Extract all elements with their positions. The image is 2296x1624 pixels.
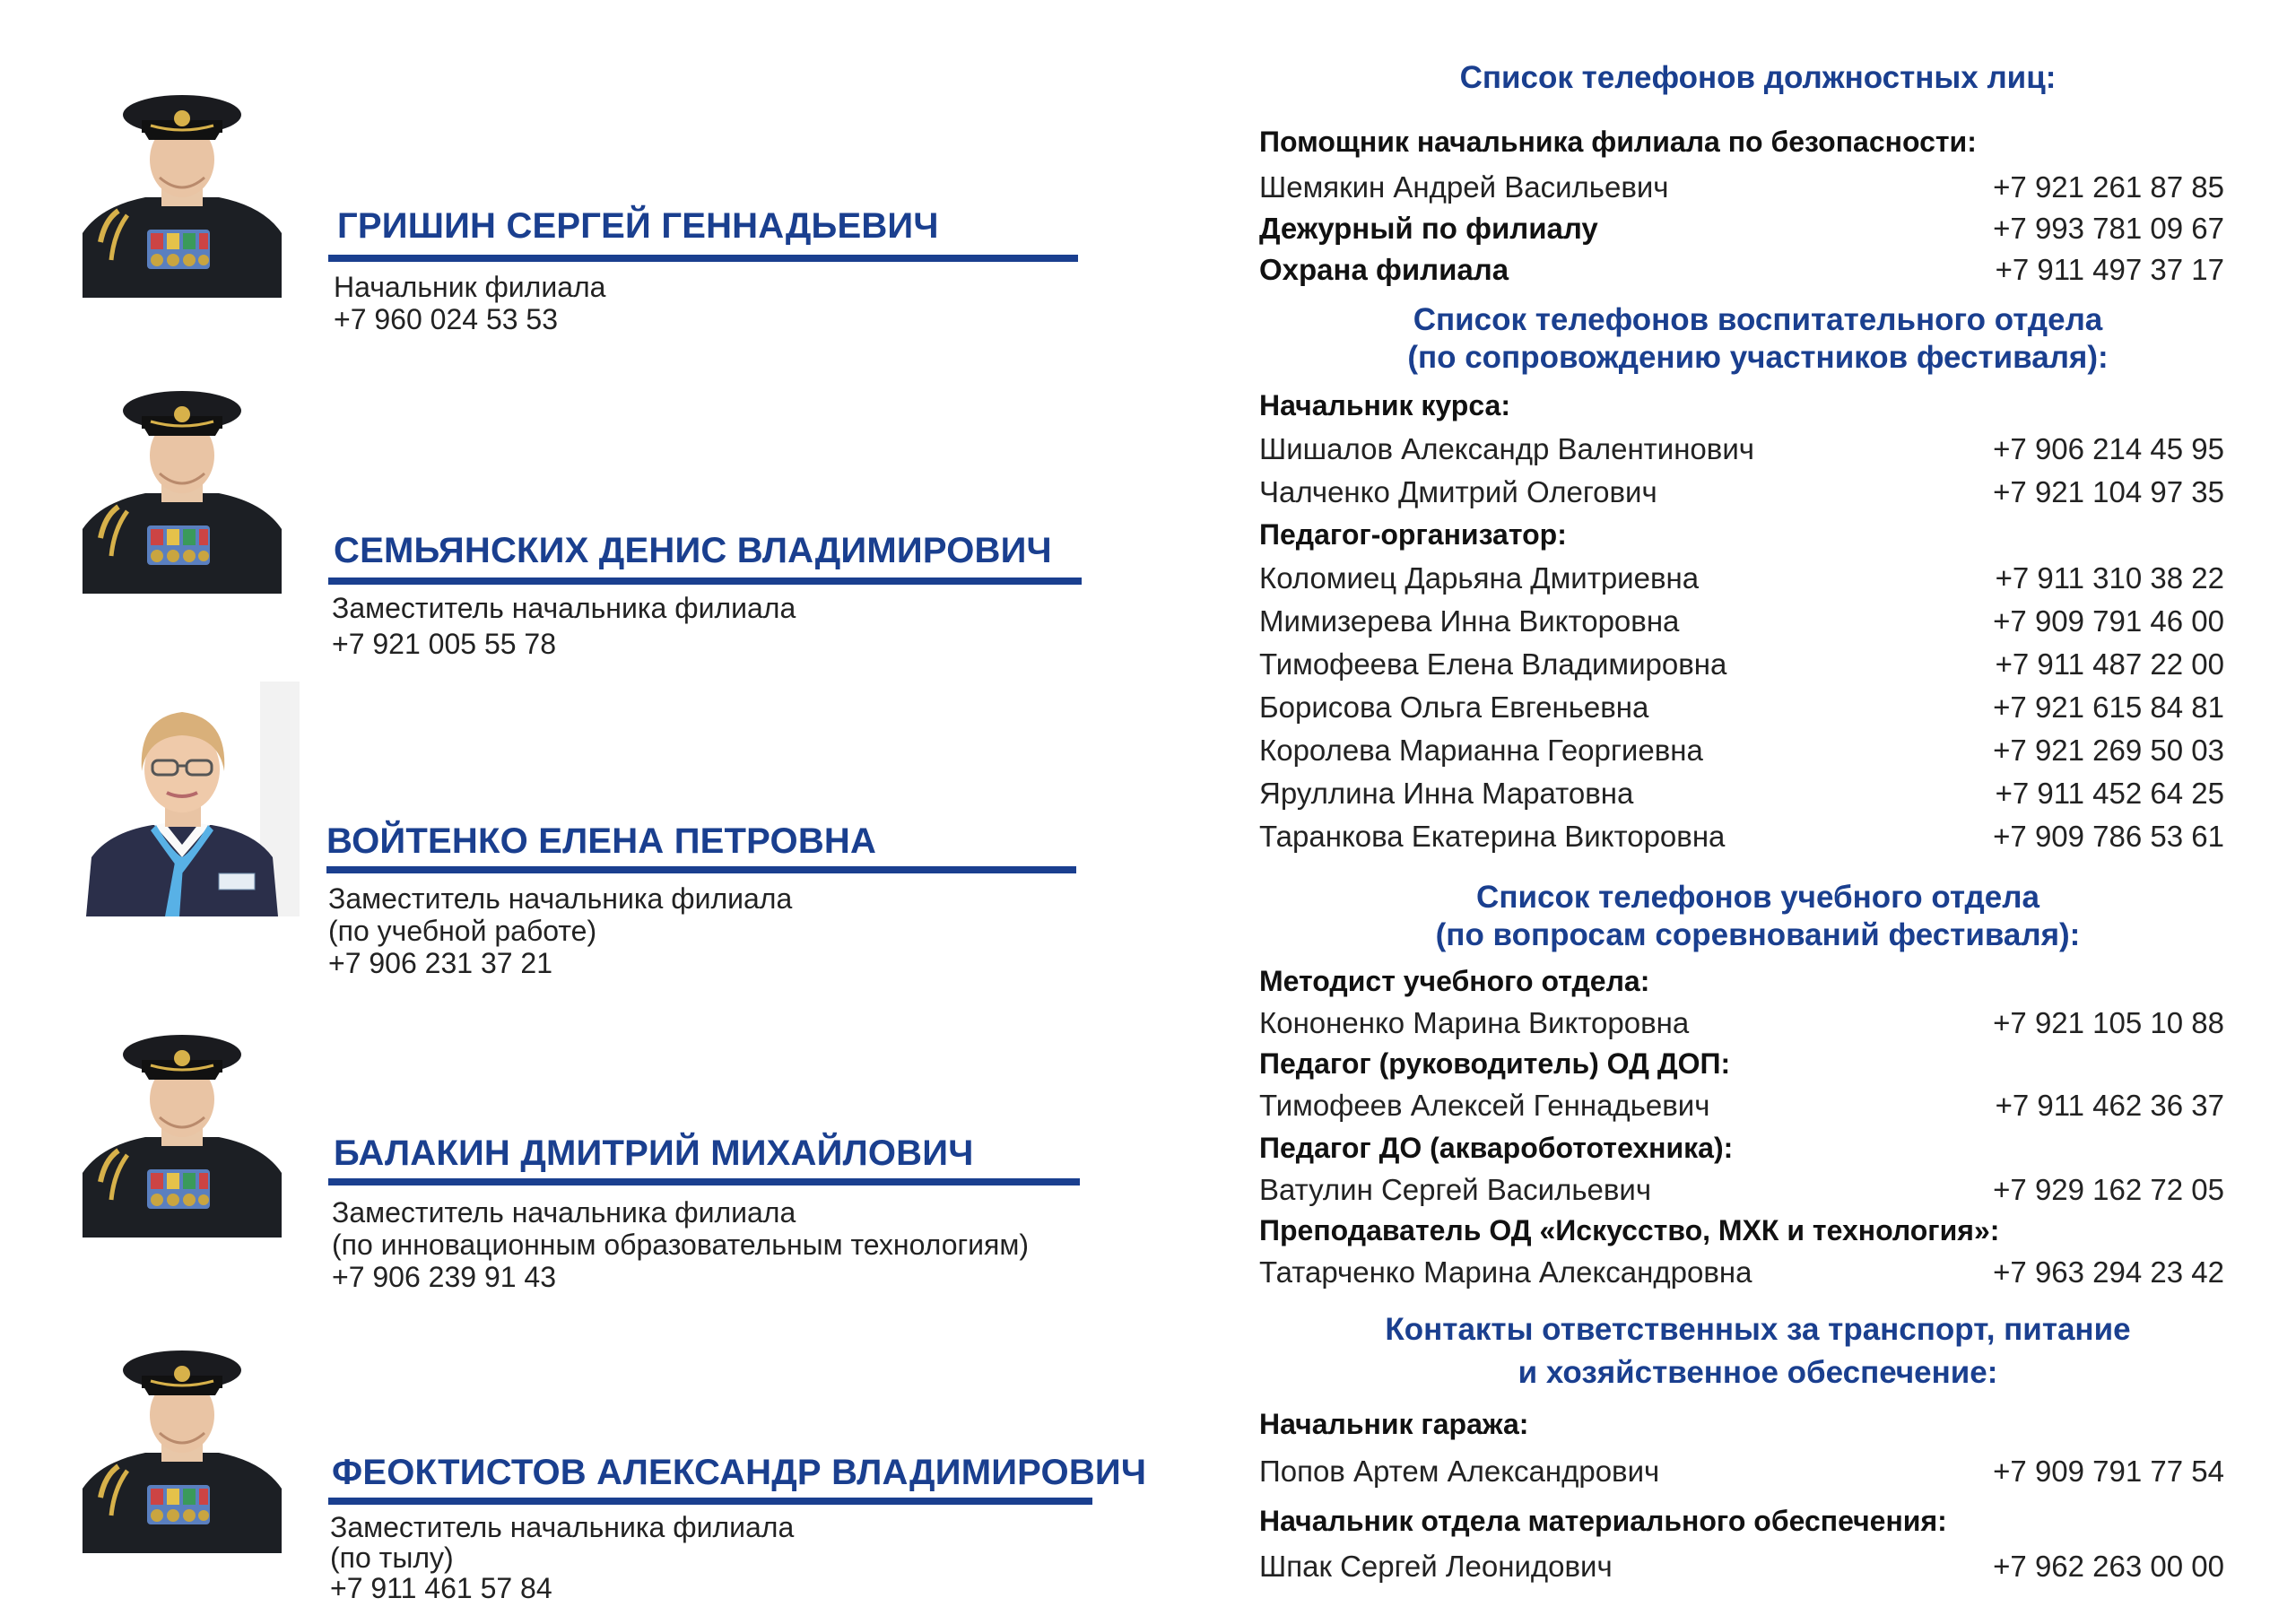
contact-phone: +7 911 310 38 22: [1995, 561, 2224, 595]
position-heading: Педагог (руководитель) ОД ДОП:: [1259, 1047, 1731, 1080]
contact-phone: +7 906 214 45 95: [1993, 432, 2224, 465]
contact-name: Шишалов Александр Валентинович: [1259, 432, 1754, 465]
contact-phone: +7 909 791 77 54: [1993, 1455, 2224, 1488]
contact-name: Ватулин Сергей Васильевич: [1259, 1173, 1652, 1206]
name-underline: [328, 255, 1078, 262]
name-underline: [326, 866, 1076, 873]
official-phone: +7 960 024 53 53: [334, 303, 559, 335]
position-heading: Начальник гаража:: [1259, 1408, 1529, 1440]
position-heading: Методист учебного отдела:: [1259, 965, 1650, 997]
official-info: [332, 1196, 1029, 1293]
name-underline: [328, 1178, 1080, 1185]
contact-name: Кононенко Марина Викторовна: [1259, 1006, 1690, 1039]
official-position: Начальник филиала: [334, 271, 606, 303]
contact-name: Мимизерева Инна Викторовна: [1259, 604, 1680, 638]
name-underline: [328, 1498, 1092, 1505]
contact-name: Борисова Ольга Евгеньевна: [1259, 690, 1649, 724]
official-name: ВОЙТЕНКО ЕЛЕНА ПЕТРОВНА: [326, 821, 877, 861]
official-info: [332, 590, 796, 662]
section-title: Список телефонов должностных лиц:: [1459, 60, 2057, 95]
official-position: Заместитель начальника филиала: [332, 592, 796, 624]
position-heading: Педагог ДО (акваробототехника):: [1259, 1132, 1734, 1164]
official-info: [330, 1512, 794, 1603]
contact-phone: +7 911 497 37 17: [1995, 253, 2224, 286]
official-info: [334, 271, 605, 335]
official-phone: +7 911 461 57 84: [330, 1572, 552, 1604]
contact-phone: +7 911 452 64 25: [1995, 777, 2224, 810]
contact-phone: +7 921 105 10 88: [1993, 1006, 2224, 1039]
section-title: Контакты ответственных за транспорт, питание: [1385, 1312, 2131, 1347]
section-title: Список телефонов учебного отдела: [1476, 880, 2039, 915]
contact-name: Коломиец Дарьяна Дмитриевна: [1259, 561, 1700, 595]
contact-phone: +7 921 104 97 35: [1993, 475, 2224, 508]
official-name: ФЕОКТИСТОВ АЛЕКСАНДР ВЛАДИМИРОВИЧ: [332, 1453, 1147, 1492]
official-position: Заместитель начальника филиала: [330, 1511, 795, 1543]
contact-phone: +7 911 462 36 37: [1995, 1089, 2224, 1122]
contact-name: Таранкова Екатерина Викторовна: [1259, 820, 1726, 853]
contact-phone: +7 993 781 09 67: [1993, 212, 2224, 245]
official-phone: +7 906 239 91 43: [332, 1261, 557, 1293]
section-title: и хозяйственное обеспечение:: [1518, 1355, 1998, 1390]
official-position: Заместитель начальника филиала: [328, 882, 793, 915]
portrait-photo: [65, 1318, 300, 1553]
portrait-photo: [65, 1003, 300, 1238]
contact-phone: +7 921 615 84 81: [1993, 690, 2224, 724]
contact-phone: +7 921 269 50 03: [1993, 734, 2224, 767]
official-phone: +7 921 005 55 78: [332, 628, 557, 660]
official-name: СЕМЬЯНСКИХ ДЕНИС ВЛАДИМИРОВИЧ: [334, 531, 1052, 570]
position-heading: Преподаватель ОД «Искусство, МХК и технология»:: [1259, 1214, 2000, 1246]
official-position: (по инновационным образовательным технологиям): [332, 1229, 1030, 1261]
contact-name: Королева Марианна Георгиевна: [1259, 734, 1703, 767]
contact-phone: +7 921 261 87 85: [1993, 170, 2224, 204]
official-info: [328, 882, 792, 979]
contact-name: Тимофеев Алексей Геннадьевич: [1259, 1089, 1710, 1122]
position-heading: Начальник отдела материального обеспечения:: [1259, 1505, 1947, 1537]
name-underline: [328, 578, 1082, 585]
contact-phone: +7 962 263 00 00: [1993, 1550, 2224, 1583]
contact-name: Дежурный по филиалу: [1259, 212, 1598, 245]
official-position: (по учебной работе): [328, 915, 597, 947]
contact-name: Татарченко Марина Александровна: [1259, 1255, 1752, 1289]
contact-name: Яруллина Инна Маратовна: [1259, 777, 1634, 810]
contact-phone: +7 909 791 46 00: [1993, 604, 2224, 638]
portrait-photo: [65, 63, 300, 298]
contact-name: Охрана филиала: [1259, 253, 1509, 286]
section-title: (по сопровождению участников фестиваля):: [1407, 340, 2109, 375]
contact-name: Шемякин Андрей Васильевич: [1259, 170, 1669, 204]
official-name: ГРИШИН СЕРГЕЙ ГЕННАДЬЕВИЧ: [337, 206, 939, 246]
official-phone: +7 906 231 37 21: [328, 947, 553, 979]
contact-phone: +7 929 162 72 05: [1993, 1173, 2224, 1206]
contact-name: Попов Артем Александрович: [1259, 1455, 1660, 1488]
position-heading: Педагог-организатор:: [1259, 518, 1567, 551]
section-title: (по вопросам соревнований фестиваля):: [1435, 917, 2081, 952]
portrait-photo: [65, 682, 300, 916]
portrait-photo: [65, 359, 300, 594]
contact-name: Шпак Сергей Леонидович: [1259, 1550, 1613, 1583]
official-position: Заместитель начальника филиала: [332, 1196, 796, 1229]
contact-phone: +7 963 294 23 42: [1993, 1255, 2224, 1289]
contact-name: Тимофеева Елена Владимировна: [1259, 647, 1727, 681]
contact-phone: +7 909 786 53 61: [1993, 820, 2224, 853]
section-title: Список телефонов воспитательного отдела: [1413, 302, 2103, 337]
position-heading: Помощник начальника филиала по безопасности:: [1259, 126, 1977, 158]
contact-name: Чалченко Дмитрий Олегович: [1259, 475, 1657, 508]
contact-phone: +7 911 487 22 00: [1995, 647, 2224, 681]
official-name: БАЛАКИН ДМИТРИЙ МИХАЙЛОВИЧ: [334, 1133, 974, 1173]
official-position: (по тылу): [330, 1541, 454, 1574]
position-heading: Начальник курса:: [1259, 389, 1510, 421]
